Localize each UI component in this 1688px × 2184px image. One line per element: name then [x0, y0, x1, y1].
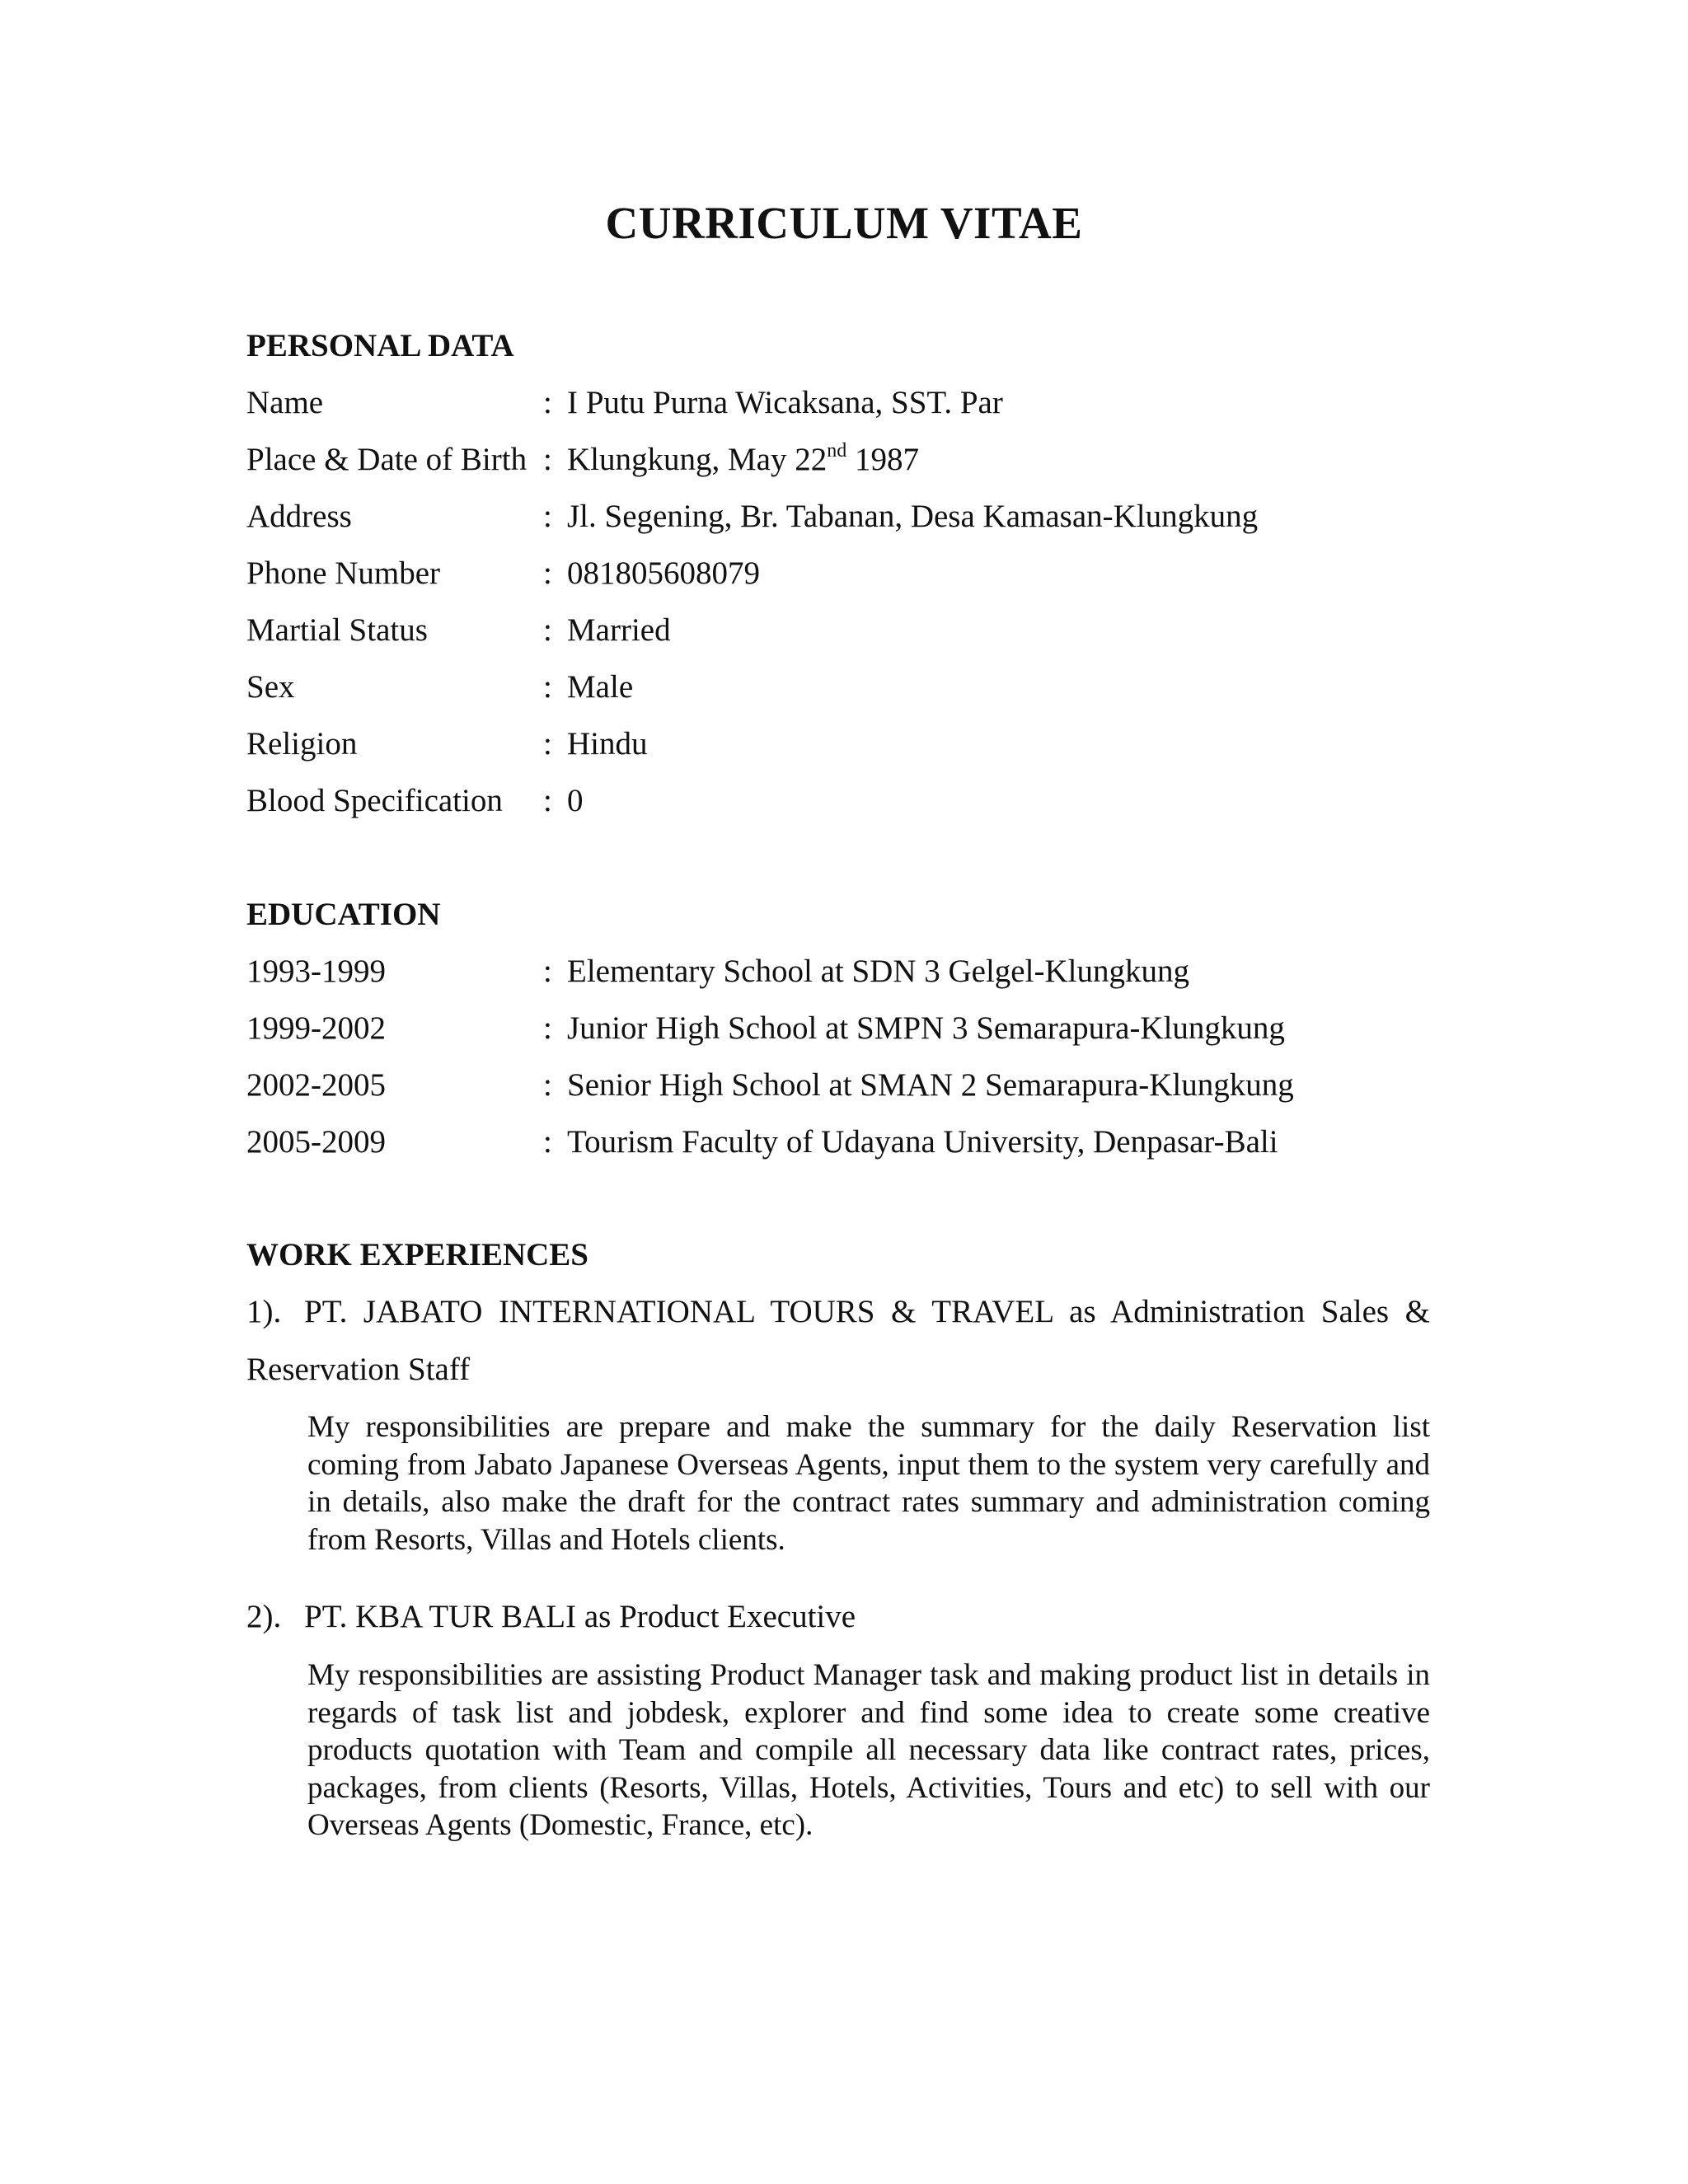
education-school: Tourism Faculty of Udayana University, Denpasar-Bali — [567, 1124, 1278, 1160]
address-value: Jl. Segening, Br. Tabanan, Desa Kamasan-Klungkung — [567, 499, 1259, 534]
education-years: 1993-1999 — [246, 954, 386, 989]
job-number: 1). — [246, 1294, 282, 1329]
name-label: Name — [246, 385, 324, 420]
sex-value: Male — [567, 669, 634, 705]
job-description: My responsibilities are assisting Product Manager task and making product list in details in regards of task list and jobdesk, explorer and find some idea to create some creative products quotation with Team and compile all necessary data like contract rates, prices, packages, from clients (Resorts, Villas, Hotels, Activities, Tours and etc) to sell with our Overseas Agents (Domestic, France, etc). — [307, 1658, 1430, 1842]
job-title-text: PT. KBA TUR BALI as Product Executive — [304, 1599, 856, 1634]
colon: : — [543, 385, 552, 420]
colon: : — [543, 1010, 552, 1046]
blood-label: Blood Specification — [246, 783, 503, 818]
job-title — [246, 1283, 1430, 1399]
birth-value-suffix: nd — [827, 440, 847, 462]
address-label: Address — [246, 499, 352, 534]
personal-data-heading: PERSONAL DATA — [246, 328, 514, 363]
education-years: 1999-2002 — [246, 1010, 386, 1046]
sex-label: Sex — [246, 669, 295, 705]
phone-label: Phone Number — [246, 555, 441, 591]
name-value: I Putu Purna Wicaksana, SST. Par — [567, 385, 1003, 420]
phone-value: 081805608079 — [567, 555, 760, 591]
marital-label: Martial Status — [246, 612, 428, 648]
colon: : — [543, 783, 552, 818]
job-number: 2). — [246, 1599, 282, 1634]
colon: : — [543, 612, 552, 648]
colon: : — [543, 726, 552, 762]
education-school: Senior High School at SMAN 2 Semarapura-Klungkung — [567, 1067, 1294, 1103]
birth-value-main: Klungkung, May 22 — [567, 442, 828, 477]
job-title — [246, 1588, 1430, 1646]
colon: : — [543, 954, 552, 989]
colon: : — [543, 442, 552, 477]
religion-label: Religion — [246, 726, 358, 762]
blood-value: 0 — [567, 783, 584, 818]
birth-value — [567, 440, 919, 480]
colon: : — [543, 555, 552, 591]
education-years: 2002-2005 — [246, 1067, 386, 1103]
colon: : — [543, 1124, 552, 1160]
colon: : — [543, 669, 552, 705]
document-title: CURRICULUM VITAE — [605, 198, 1083, 248]
education-heading: EDUCATION — [246, 897, 441, 932]
education-school: Junior High School at SMPN 3 Semarapura-Klungkung — [567, 1010, 1285, 1046]
marital-value: Married — [567, 612, 671, 648]
job-description: My responsibilities are prepare and make the summary for the daily Reservation list coming from Jabato Japanese Overseas Agents, input them to the system very carefully and in details, also make the draft for the contract rates summary and administration coming from Resorts, Villas and Hotels clients. — [307, 1410, 1430, 1557]
religion-value: Hindu — [567, 726, 648, 762]
education-years: 2005-2009 — [246, 1124, 386, 1160]
colon: : — [543, 1067, 552, 1103]
colon: : — [543, 499, 552, 534]
work-experiences-heading: WORK EXPERIENCES — [246, 1237, 588, 1272]
birth-label: Place & Date of Birth — [246, 442, 528, 477]
education-school: Elementary School at SDN 3 Gelgel-Klungkung — [567, 954, 1189, 989]
job-title-text: PT. JABATO INTERNATIONAL TOURS & TRAVEL as Administration Sales & Reservation Staff — [246, 1294, 1430, 1387]
birth-value-year: 1987 — [846, 442, 919, 477]
